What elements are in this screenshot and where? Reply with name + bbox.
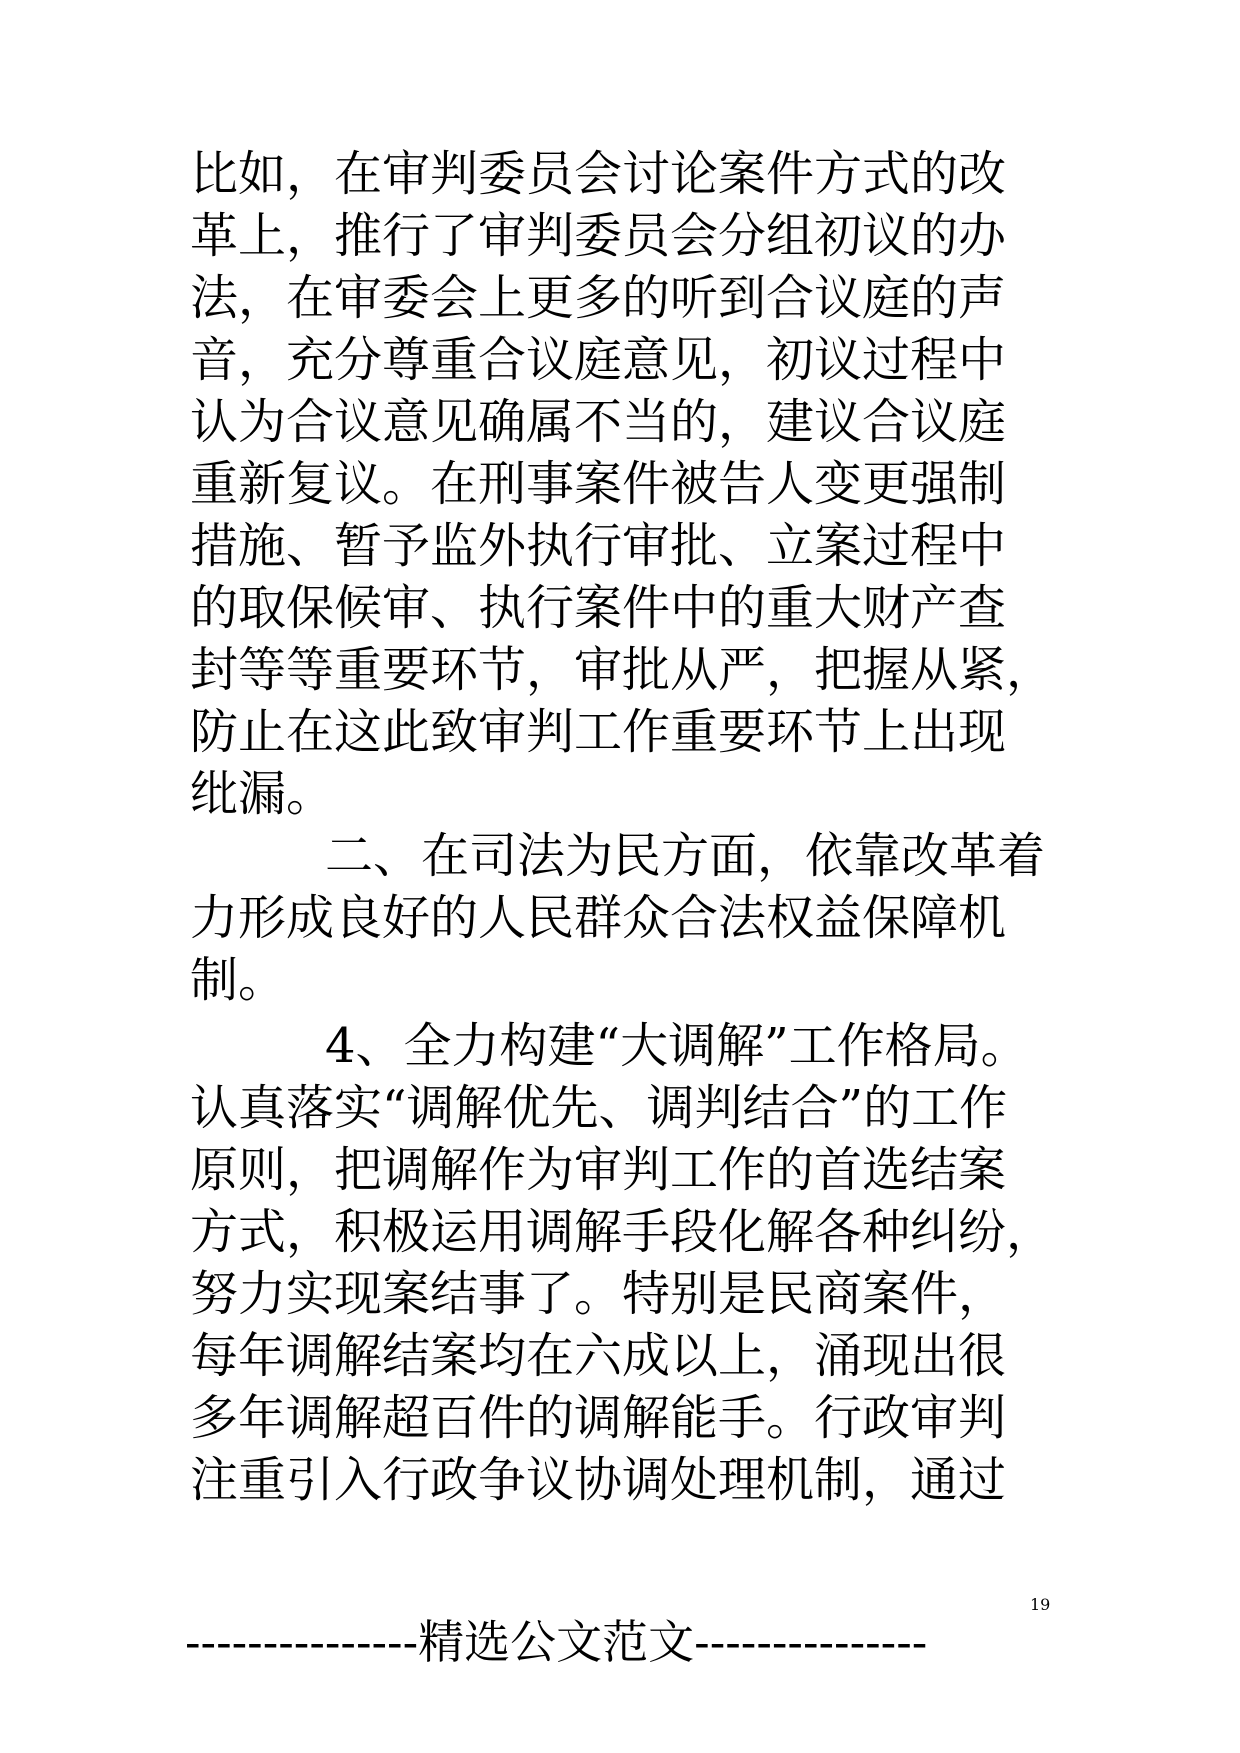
body-text-line: 法，在审委会上更多的听到合议庭的声 — [190, 270, 1007, 326]
body-text-line: 重新复议。在刑事案件被告人变更强制 — [190, 456, 1007, 512]
body-text-line: 多年调解超百件的调解能手。行政审判 — [190, 1390, 1007, 1446]
section-heading-line: 二、在司法为民方面，依靠改革着 — [325, 828, 1046, 884]
subsection-heading-line: 4、全力构建“大调解”工作格局。 — [325, 1018, 1029, 1074]
body-text-line: 注重引入行政争议协调处理机制，通过 — [190, 1452, 1007, 1508]
body-text-line: 努力实现案结事了。特别是民商案件， — [190, 1266, 1007, 1322]
body-text-line: 每年调解结案均在六成以上，涌现出很 — [190, 1328, 1007, 1384]
body-text-line: 的取保候审、执行案件中的重大财产查 — [190, 580, 1007, 636]
section-heading-line: 力形成良好的人民群众合法权益保障机 — [190, 890, 1007, 946]
page-footer: ---------------精选公文范文--------------- — [185, 1615, 928, 1669]
page-number: 19 — [1030, 1595, 1051, 1614]
section-heading-line: 制。 — [190, 952, 287, 1008]
body-text-line: 音，充分尊重合议庭意见，初议过程中 — [190, 332, 1007, 388]
body-text-line: 认真落实“调解优先、调判结合”的工作 — [190, 1080, 1008, 1136]
body-text-line: 原则，把调解作为审判工作的首选结案 — [190, 1142, 1007, 1198]
body-text-line: 纰漏。 — [190, 766, 335, 822]
body-text-line: 比如，在审判委员会讨论案件方式的改 — [190, 146, 1007, 202]
body-text-line: 方式，积极运用调解手段化解各种纠纷， — [190, 1204, 1055, 1260]
body-text-line: 防止在这此致审判工作重要环节上出现 — [190, 704, 1007, 760]
body-text-line: 革上，推行了审判委员会分组初议的办 — [190, 208, 1007, 264]
body-text-line: 认为合议意见确属不当的，建议合议庭 — [190, 394, 1007, 450]
body-text-line: 措施、暂予监外执行审批、立案过程中 — [190, 518, 1007, 574]
body-text-line: 封等等重要环节，审批从严，把握从紧， — [190, 642, 1055, 698]
